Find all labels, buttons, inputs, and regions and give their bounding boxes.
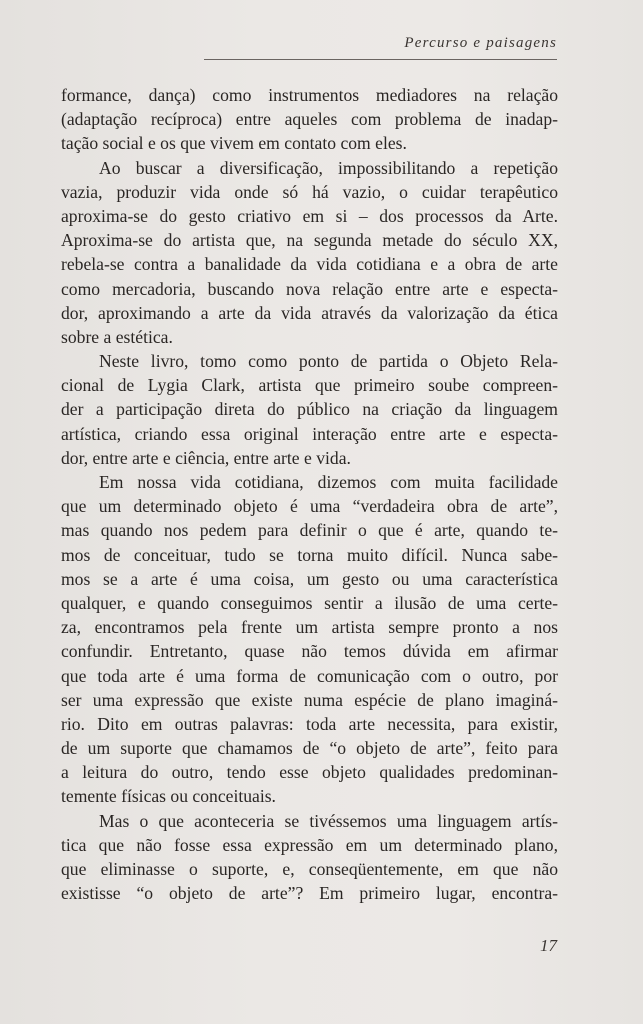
text-line: Aproxima-se do artista que, na segunda metade do século XX,: [61, 230, 558, 251]
text-line: vazia, produzir vida onde só há vazio, o cuidar terapêutico: [61, 181, 558, 202]
text-line: mas quando nos pedem para definir o que é arte, quando te-: [61, 520, 558, 541]
text-line: qualquer, e quando conseguimos sentir a ilusão de uma certe-: [61, 592, 558, 613]
text-line: temente físicas ou conceituais.: [61, 786, 276, 807]
text-line: existisse “o objeto de arte”? Em primeiro lugar, encontra-: [61, 883, 558, 904]
text-line: formance, dança) como instrumentos mediadores na relação: [61, 85, 558, 105]
text-line: mos de conceituar, tudo se torna muito difícil. Nunca sabe-: [61, 544, 558, 565]
text-line: sobre a estética.: [61, 326, 173, 347]
text-line: a leitura do outro, tendo esse objeto qualidades predominan-: [61, 762, 558, 783]
text-line: cional de Lygia Clark, artista que primeiro soube compreen-: [61, 375, 558, 396]
text-line: que eliminasse o suporte, e, conseqüentemente, em que não: [61, 859, 558, 879]
text-line: Ao buscar a diversificação, impossibilitando a repetição: [99, 157, 558, 178]
running-head: Percurso e paisagens: [404, 35, 557, 51]
text-line: dor, entre arte e ciência, entre arte e vida.: [61, 447, 351, 468]
text-line: (adaptação recíproca) entre aqueles com problema de inadap-: [61, 109, 558, 130]
text-line: za, encontramos pela frente um artista sempre pronto a nos: [61, 617, 558, 638]
text-line: artística, criando essa original interação entre arte e especta-: [61, 423, 558, 444]
text-line: aproxima-se do gesto criativo em si – dos processos da Arte.: [61, 205, 558, 226]
text-line: como mercadoria, buscando nova relação entre arte e especta-: [61, 278, 558, 299]
text-line: que um determinado objeto é uma “verdadeira obra de arte”,: [61, 496, 558, 517]
text-line: ser uma expressão que existe numa espécie de plano imaginá-: [61, 689, 558, 710]
text-line: Neste livro, tomo como ponto de partida o Objeto Rela-: [99, 351, 558, 372]
text-line: rio. Dito em outras palavras: toda arte necessita, para existir,: [61, 713, 558, 734]
text-line: tica que não fosse essa expressão em um determinado plano,: [61, 834, 558, 855]
text-line: tação social e os que vivem em contato com eles.: [61, 133, 407, 154]
text-line: rebela-se contra a banalidade da vida cotidiana e a obra de arte: [61, 254, 558, 275]
header-rule: [204, 59, 557, 60]
body-text: [61, 83, 558, 905]
text-line: que toda arte é uma forma de comunicação com o outro, por: [61, 665, 558, 686]
text-line: confundir. Entretanto, quase não temos dúvida em afirmar: [61, 641, 558, 662]
page-number: 17: [540, 936, 557, 955]
text-line: de um suporte que chamamos de “o objeto de arte”, feito para: [61, 738, 558, 759]
text-line: Mas o que aconteceria se tivéssemos uma linguagem artís-: [99, 810, 558, 831]
text-line: dor, aproximando a arte da vida através da valorização da ética: [61, 302, 558, 323]
text-line: Em nossa vida cotidiana, dizemos com muita facilidade: [99, 472, 558, 492]
text-line: mos se a arte é uma coisa, um gesto ou uma característica: [61, 568, 558, 589]
text-line: der a participação direta do público na criação da linguagem: [61, 399, 558, 420]
